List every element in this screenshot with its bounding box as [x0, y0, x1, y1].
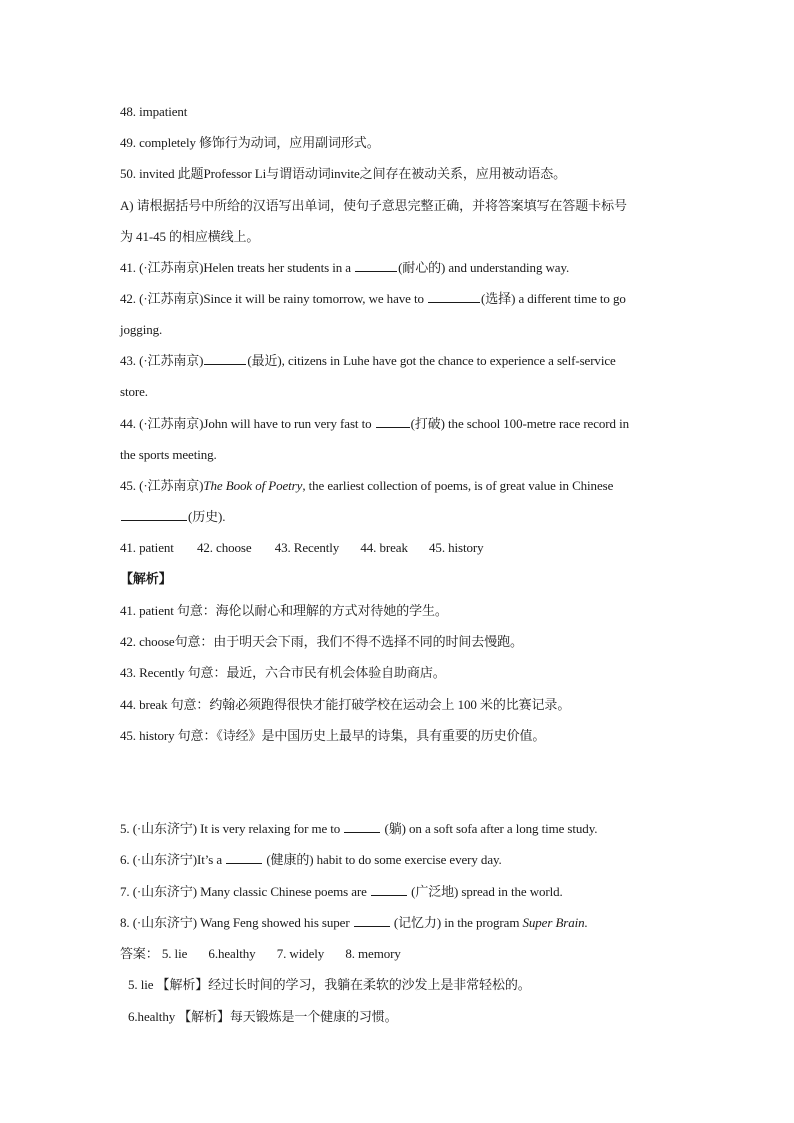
- explanation-43: 43. Recently 句意：最近，六合市民有机会体验自助商店。: [120, 665, 446, 680]
- answer-blank: [428, 290, 480, 303]
- program-title: Super Brain.: [522, 915, 588, 930]
- question-45: 45. (·江苏南京)The Book of Poetry, the earliest collection of poems, is of great value in Chinese: [120, 478, 614, 493]
- question-42: 42. (·江苏南京)Since it will be rainy tomorrow, we have to (选择) a different time to go: [120, 291, 626, 306]
- answer-blank: [354, 914, 390, 927]
- answer-48: 48. impatient: [120, 104, 188, 119]
- answer-blank: [371, 883, 407, 896]
- answer-blank: [226, 851, 262, 864]
- book-title: The Book of Poetry: [203, 478, 303, 493]
- question-45-cont: (历史).: [120, 508, 676, 526]
- question-43-cont: store.: [120, 384, 148, 399]
- answer-50: 50. invited 此题Professor Li与谓语动词invite之间存在被动关系，应用被动语态。: [120, 166, 567, 181]
- answer-blank: [204, 352, 246, 365]
- answer-blank: [376, 415, 410, 428]
- explanation-44: 44. break 句意：约翰必须跑得很快才能打破学校在运动会上 100 米的比赛记录。: [120, 697, 571, 712]
- analysis-heading: 【解析】: [120, 571, 172, 586]
- explanation-45: 45. history 句意：《诗经》是中国历史上最早的诗集，具有重要的历史价值。: [120, 728, 546, 743]
- question-43: 43. (·江苏南京) (最近), citizens in Luhe have got the chance to experience a self-service: [120, 353, 616, 368]
- answer-blank: [121, 508, 187, 521]
- instruction-line-2: 为 41-45 的相应横线上。: [120, 229, 260, 244]
- answer-blank: [355, 259, 397, 272]
- question-44-cont: the sports meeting.: [120, 447, 217, 462]
- answer-49: 49. completely 修饰行为动词，应用副词形式。: [120, 135, 380, 150]
- question-41: 41. (·江苏南京)Helen treats her students in a (耐心的) and understanding way.: [120, 260, 570, 275]
- question-44: 44. (·江苏南京)John will have to run very fast to (打破) the school 100-metre race record in: [120, 416, 629, 431]
- question-6: 6. (·山东济宁)It’s a (健康的) habit to do some exercise every day.: [120, 852, 502, 867]
- instruction-line-1: A) 请根据括号中所给的汉语写出单词，使句子意思完整正确，并将答案填写在答题卡标号: [120, 198, 627, 213]
- explanation-5: 5. lie 【解析】经过长时间的学习，我躺在柔软的沙发上是非常轻松的。: [128, 977, 531, 992]
- question-5: 5. (·山东济宁) It is very relaxing for me to (躺) on a soft sofa after a long time study.: [120, 821, 598, 836]
- answers-41-45: 41. patient 42. choose 43. Recently 44. break 45. history: [120, 540, 484, 555]
- answers-5-8: 答案： 5. lie 6.healthy 7. widely 8. memory: [120, 946, 401, 961]
- question-8: 8. (·山东济宁) Wang Feng showed his super (记忆力) in the program Super Brain.: [120, 915, 588, 930]
- question-7: 7. (·山东济宁) Many classic Chinese poems are (广泛地) spread in the world.: [120, 884, 563, 899]
- explanation-6: 6.healthy 【解析】每天锻炼是一个健康的习惯。: [128, 1009, 398, 1024]
- explanation-41: 41. patient 句意：海伦以耐心和理解的方式对待她的学生。: [120, 603, 448, 618]
- question-42-cont: jogging.: [120, 322, 163, 337]
- answer-blank: [344, 820, 380, 833]
- explanation-42: 42. choose句意：由于明天会下雨，我们不得不选择不同的时间去慢跑。: [120, 634, 523, 649]
